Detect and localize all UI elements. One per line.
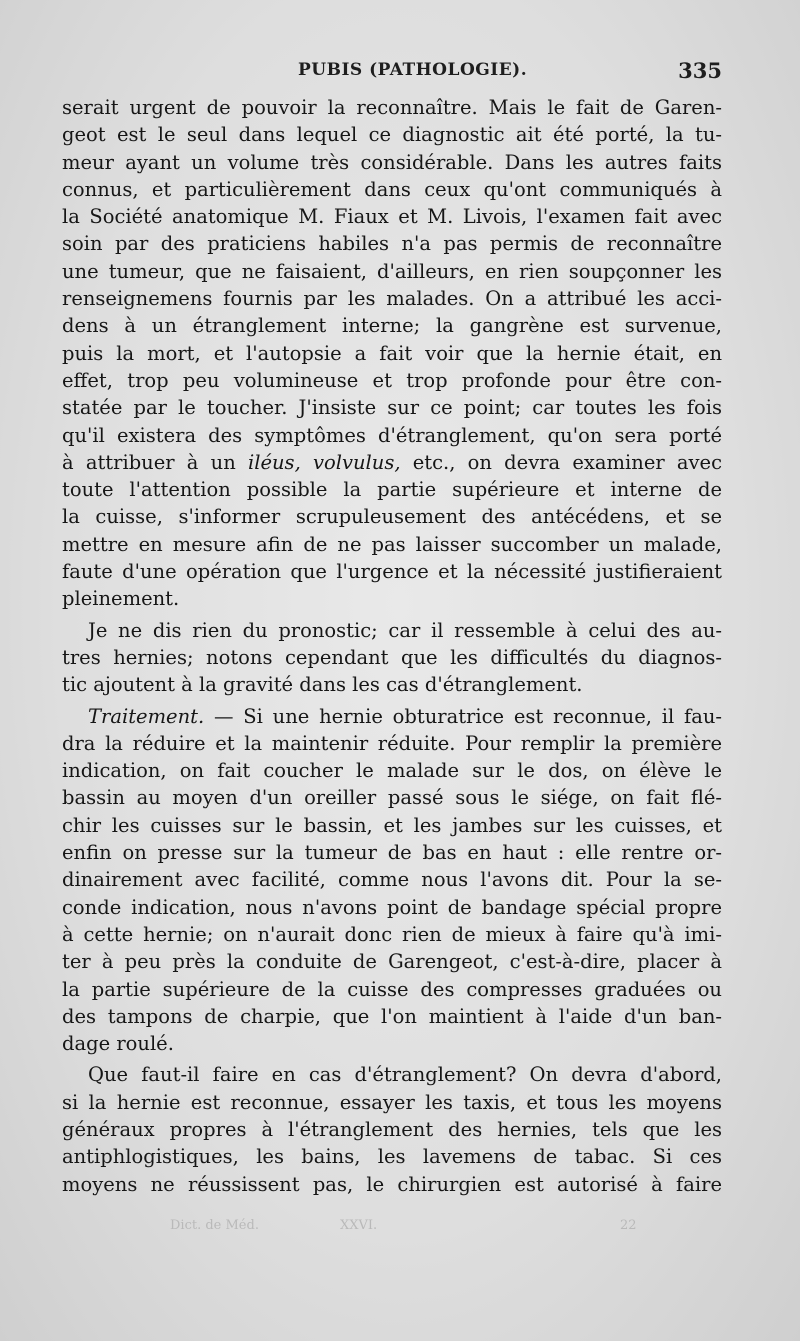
paragraph-etranglement [62, 1061, 722, 1197]
paragraph-pronostic [62, 617, 722, 699]
text-line: dinairement avec facilité, comme nous l'avons dit. Pour la se- [62, 868, 722, 892]
text-line: une tumeur, que ne faisaient, d'ailleurs, en rien soupçonner les [62, 259, 722, 283]
footer-sheet: 22 [620, 1218, 637, 1233]
text-run: — Si une hernie obturatrice est reconnue, il fau- [204, 704, 722, 728]
text-line: enfin on presse sur la tumeur de bas en haut : elle rentre or- [62, 841, 722, 865]
text-line: puis la mort, et l'autopsie a fait voir que la hernie était, en [62, 341, 722, 365]
text-line: dage roulé. [62, 1032, 174, 1056]
text-line: des tampons de charpie, que l'on maintient à l'aide d'un ban- [62, 1004, 722, 1028]
text-line: meur ayant un volume très considérable. Dans les autres faits [62, 150, 722, 174]
text-run: etc., on devra examiner avec [400, 450, 722, 474]
text-line: faute d'une opération que l'urgence et la nécessité justifieraient [62, 560, 722, 584]
text-run: à attribuer à un [62, 450, 248, 474]
text-line: la Société anatomique M. Fiaux et M. Livois, l'examen fait avec [62, 205, 722, 229]
text-line: tic ajoutent à la gravité dans les cas d'étranglement. [62, 673, 583, 697]
text-line: mettre en mesure afin de ne pas laisser succomber un malade, [62, 532, 722, 556]
footer-signature: Dict. de Méd. [170, 1218, 259, 1233]
text-line: conde indication, nous n'avons point de bandage spécial propre [62, 895, 722, 919]
text-line: connus, et particulièrement dans ceux qu'ont communiqués à [62, 177, 722, 201]
text-line: dens à un étranglement interne; la gangrène est survenue, [62, 314, 722, 338]
page-number: 335 [678, 58, 722, 83]
paragraph-traitement [62, 703, 722, 1058]
text-line: la partie supérieure de la cuisse des compresses graduées ou [62, 977, 722, 1001]
text-line: renseignemens fournis par les malades. On a attribué les acci- [62, 287, 722, 311]
text-line: bassin au moyen d'un oreiller passé sous le siége, on fait flé- [62, 786, 722, 810]
text-line: dra la réduire et la maintenir réduite. Pour remplir la première [62, 731, 722, 755]
text-line: serait urgent de pouvoir la reconnaître. Mais le fait de Garen- [62, 96, 722, 119]
text-line: toute l'attention possible la partie supérieure et interne de [62, 478, 722, 502]
running-title: PUBIS (PATHOLOGIE). [298, 60, 528, 80]
text-line: antiphlogistiques, les bains, les lavemens de tabac. Si ces [62, 1145, 722, 1169]
text-line: si la hernie est reconnue, essayer les taxis, et tous les moyens [62, 1090, 722, 1114]
text-line: Que faut-il faire en cas d'étranglement? On devra d'abord, [88, 1063, 722, 1087]
text-line: statée par le toucher. J'insiste sur ce point; car toutes les fois [62, 396, 722, 420]
text-line-with-italics [62, 449, 722, 476]
paragraph-diagnostic [62, 94, 722, 613]
text-line: tres hernies; notons cependant que les difficultés du diagnos- [62, 645, 722, 669]
italic-term: iléus, volvulus, [247, 450, 401, 474]
section-heading: Traitement. [88, 704, 205, 728]
text-line: généraux propres à l'étranglement des hernies, tels que les [62, 1117, 722, 1141]
text-line: effet, trop peu volumineuse et trop profonde pour être con- [62, 368, 722, 392]
text-line-with-italics [62, 703, 722, 730]
page-header [0, 58, 800, 88]
text-line: chir les cuisses sur le bassin, et les jambes sur les cuisses, et [62, 813, 722, 837]
text-line: ter à peu près la conduite de Garengeot, c'est-à-dire, placer à [62, 950, 722, 974]
text-line: qu'il existera des symptômes d'étranglement, qu'on sera porté [62, 423, 722, 447]
text-line: moyens ne réussissent pas, le chirurgien est autorisé à faire [62, 1172, 722, 1196]
text-line: à cette hernie; on n'aurait donc rien de mieux à faire qu'à imi- [62, 922, 722, 946]
page-body [62, 94, 722, 1198]
text-line: geot est le seul dans lequel ce diagnostic ait été porté, la tu- [62, 123, 722, 147]
footer-volume: XXVI. [340, 1218, 378, 1233]
text-line: Je ne dis rien du pronostic; car il ressemble à celui des au- [88, 618, 722, 642]
text-line: soin par des praticiens habiles n'a pas permis de reconnaître [62, 232, 722, 256]
page-footer [0, 1210, 800, 1240]
text-line: indication, on fait coucher le malade sur le dos, on élève le [62, 759, 722, 783]
text-line: pleinement. [62, 587, 180, 611]
text-line: la cuisse, s'informer scrupuleusement des antécédens, et se [62, 505, 722, 529]
